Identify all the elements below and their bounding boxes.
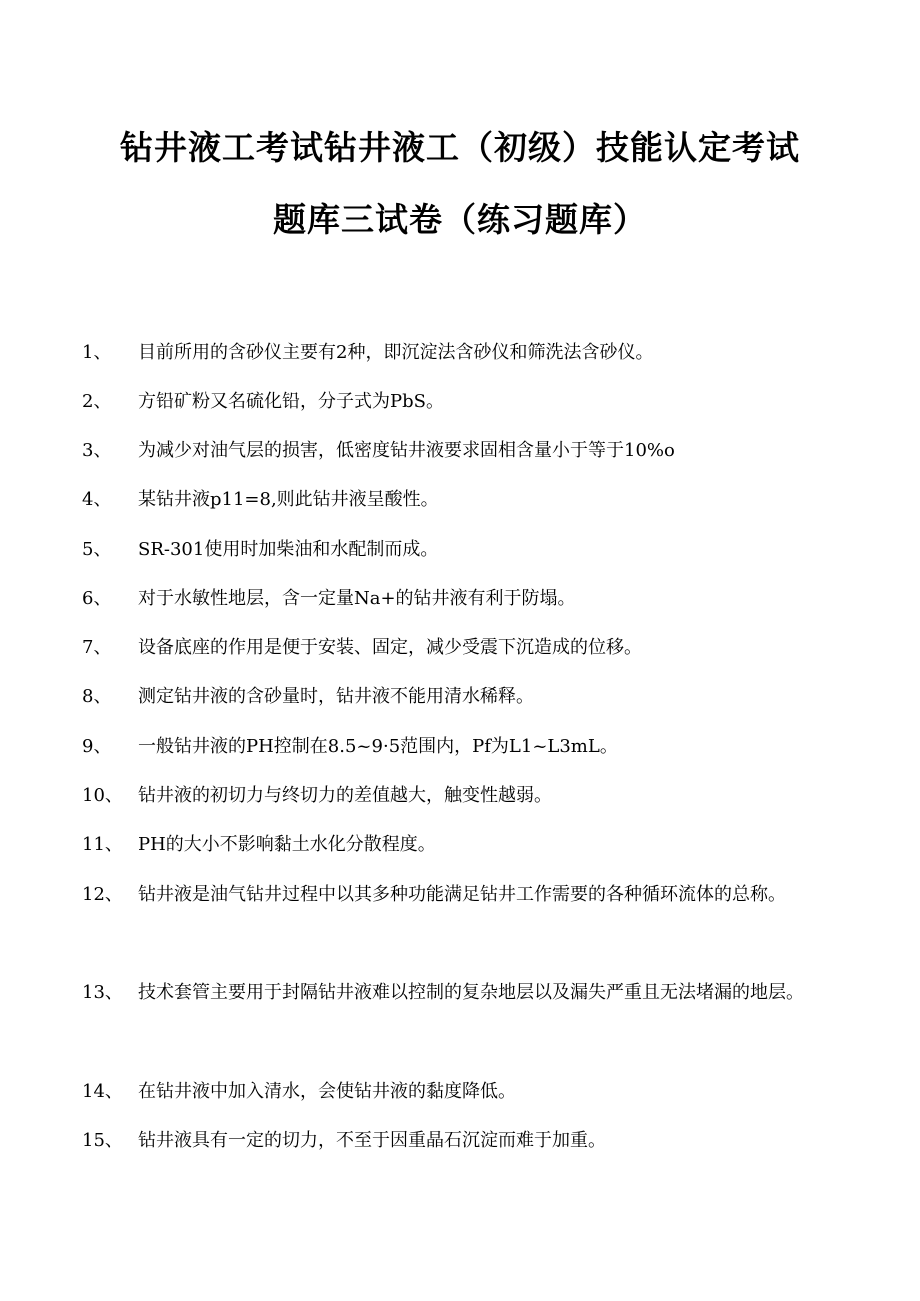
question-number: 15、 bbox=[82, 1130, 123, 1151]
question-text: 方铅矿粉又名硫化铅，分子式为PbS。 bbox=[138, 391, 444, 412]
question-number: 13、 bbox=[82, 982, 123, 1003]
question-number: 4、 bbox=[82, 489, 112, 510]
question-text: PH的大小不影响黏土水化分散程度。 bbox=[138, 834, 436, 855]
question-item-11 bbox=[82, 832, 822, 869]
question-item-15 bbox=[82, 1128, 822, 1165]
question-text: 目前所用的含砂仪主要有2种，即沉淀法含砂仪和筛洗法含砂仪。 bbox=[138, 342, 654, 363]
question-item-3 bbox=[82, 438, 822, 475]
question-text: SR-301使用时加柴油和水配制而成。 bbox=[138, 539, 439, 560]
question-text: 钻井液是油气钻井过程中以其多种功能满足钻井工作需要的各种循环流体的总称。 bbox=[138, 884, 786, 905]
question-number: 1、 bbox=[82, 342, 112, 363]
question-number: 5、 bbox=[82, 539, 112, 560]
question-text: 在钻井液中加入清水，会使钻井液的黏度降低。 bbox=[138, 1081, 516, 1102]
question-text: 对于水敏性地层，含一定量Na+的钻井液有利于防塌。 bbox=[138, 588, 576, 609]
question-number: 2、 bbox=[82, 391, 112, 412]
document-title-line-2: 题库三试卷（练习题库） bbox=[273, 200, 647, 239]
question-item-8 bbox=[82, 684, 822, 721]
question-text: 为减少对油气层的损害，低密度钻井液要求固相含量小于等于10%o bbox=[138, 440, 675, 461]
question-item-5 bbox=[82, 537, 822, 574]
question-text: 技术套管主要用于封隔钻井液难以控制的复杂地层以及漏失严重且无法堵漏的地层。 bbox=[138, 982, 804, 1003]
question-number: 11、 bbox=[82, 834, 123, 855]
question-text: 测定钻井液的含砂量时，钻井液不能用清水稀释。 bbox=[138, 686, 534, 707]
question-item-6 bbox=[82, 586, 822, 623]
question-item-7 bbox=[82, 635, 822, 672]
question-item-13 bbox=[82, 980, 822, 1017]
question-number: 12、 bbox=[82, 884, 123, 905]
question-text: 钻井液的初切力与终切力的差值越大，触变性越弱。 bbox=[138, 785, 552, 806]
question-number: 14、 bbox=[82, 1081, 123, 1102]
question-item-12 bbox=[82, 882, 822, 919]
question-number: 7、 bbox=[82, 637, 112, 658]
question-text: 钻井液具有一定的切力，不至于因重晶石沉淀而难于加重。 bbox=[138, 1130, 606, 1151]
document-title-line-1: 钻井液工考试钻井液工（初级）技能认定考试 bbox=[120, 128, 800, 167]
question-number: 8、 bbox=[82, 686, 112, 707]
question-text: 设备底座的作用是便于安装、固定，减少受震下沉造成的位移。 bbox=[138, 637, 642, 658]
question-item-1 bbox=[82, 340, 822, 377]
question-item-9 bbox=[82, 734, 822, 771]
question-item-2 bbox=[82, 389, 822, 426]
question-number: 6、 bbox=[82, 588, 112, 609]
question-number: 10、 bbox=[82, 785, 123, 806]
question-number: 3、 bbox=[82, 440, 112, 461]
question-item-4 bbox=[82, 487, 822, 524]
question-item-10 bbox=[82, 783, 822, 820]
question-number: 9、 bbox=[82, 736, 112, 757]
question-text: 某钻井液p11=8,则此钻井液呈酸性。 bbox=[138, 489, 439, 510]
question-item-14 bbox=[82, 1079, 822, 1116]
question-text: 一般钻井液的PH控制在8.5~9·5范围内，Pf为L1~L3mL。 bbox=[138, 736, 618, 757]
